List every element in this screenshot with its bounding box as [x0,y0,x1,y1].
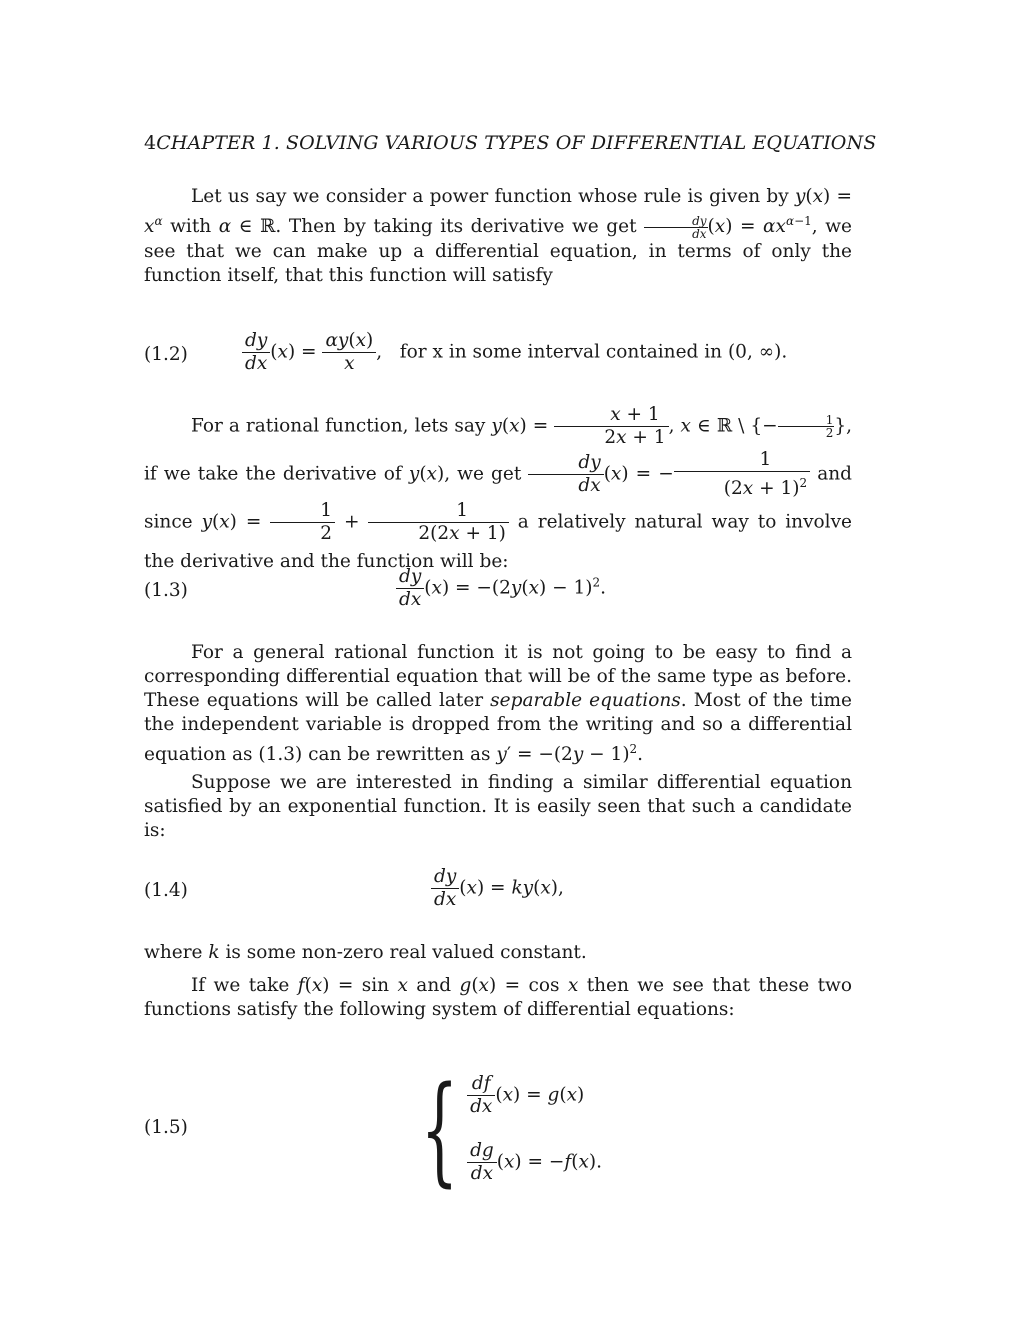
equation-1-3: (1.3) $\frac{dy}{dx}$ $(x) = -(2y(x) - 1)^2$. [144,566,607,610]
paragraph-sin-cos: If we take f(x) = sin x and g(x) = cos x then we see that these two functions satisfy the following system of differential equations: [144,975,852,1020]
running-head [144,132,877,154]
page [144,0,877,1320]
equation-number: (1.4) [144,880,188,901]
equation-1-5 [144,1060,852,1198]
equation-number: (1.5) [144,1117,188,1138]
page-number: 4 [144,132,157,154]
paragraph-rational-function: For a rational function, lets say y(x) = $\frac{x + 1}{2x + 1}$ , x ∈ ℝ \ {− $\frac{1}{2}$ }, if we take the derivative of y(x), we get $\frac{dy}{dx}$ (x) = − $\frac{1}{(2x + 1)^2}$ and since y(x) = $\frac{1}{2}$ + $\frac{1}{2(2x + 1)}$ a relatively natural way to involve the derivative and the function will be: [144,404,853,573]
paragraph-constant-k: where k is some non-zero real valued constant. [144,942,587,963]
equation-number: (1.2) [144,344,188,365]
system-of-equations: { $\frac{df}{dx}$ (x) = g(x) $\frac{dg}{dx}$ (x) = −f(x). [420,1060,603,1198]
equation-1-4: (1.4) $\frac{dy}{dx}$ (x) = ky(x), [144,866,564,910]
left-brace: { [420,1060,459,1198]
paragraph-power-function: Let us say we consider a power function whose rule is given by $y(x) = x^\alpha$ with α ∈ ℝ. Then by taking its derivative we get $\frac{dy}{dx}$ $(x) = \alpha x^{\alpha-1}$, we see that we can make up a differential equation, in terms of only the function itself, that this function will satisfy [144,186,852,286]
emphasis-separable-equations: separable equations [490,690,681,711]
chapter-title: CHAPTER 1. SOLVING VARIOUS TYPES OF DIFFERENTIAL EQUATIONS [156,132,877,154]
equation-1-2: (1.2) $\frac{dy}{dx}$ (x) = $\frac{\alpha y(x)}{x}$ , for x in some interval contained in (0, ∞). [144,330,788,374]
paragraph-exponential: Suppose we are interested in finding a similar differential equation satisfied by an exponential function. It is easily seen that such a candidate is: [144,772,852,841]
paragraph-separable: For a general rational function it is not going to be easy to find a corresponding differential equation that will be of the same type as before. These equations will be called later separable equations. Most of the time the independent variable is dropped from the writing and so a differential equation as (1.3) can be rewritten as $y' = -(2y - 1)^2$. [144,642,852,766]
equation-number: (1.3) [144,580,188,601]
